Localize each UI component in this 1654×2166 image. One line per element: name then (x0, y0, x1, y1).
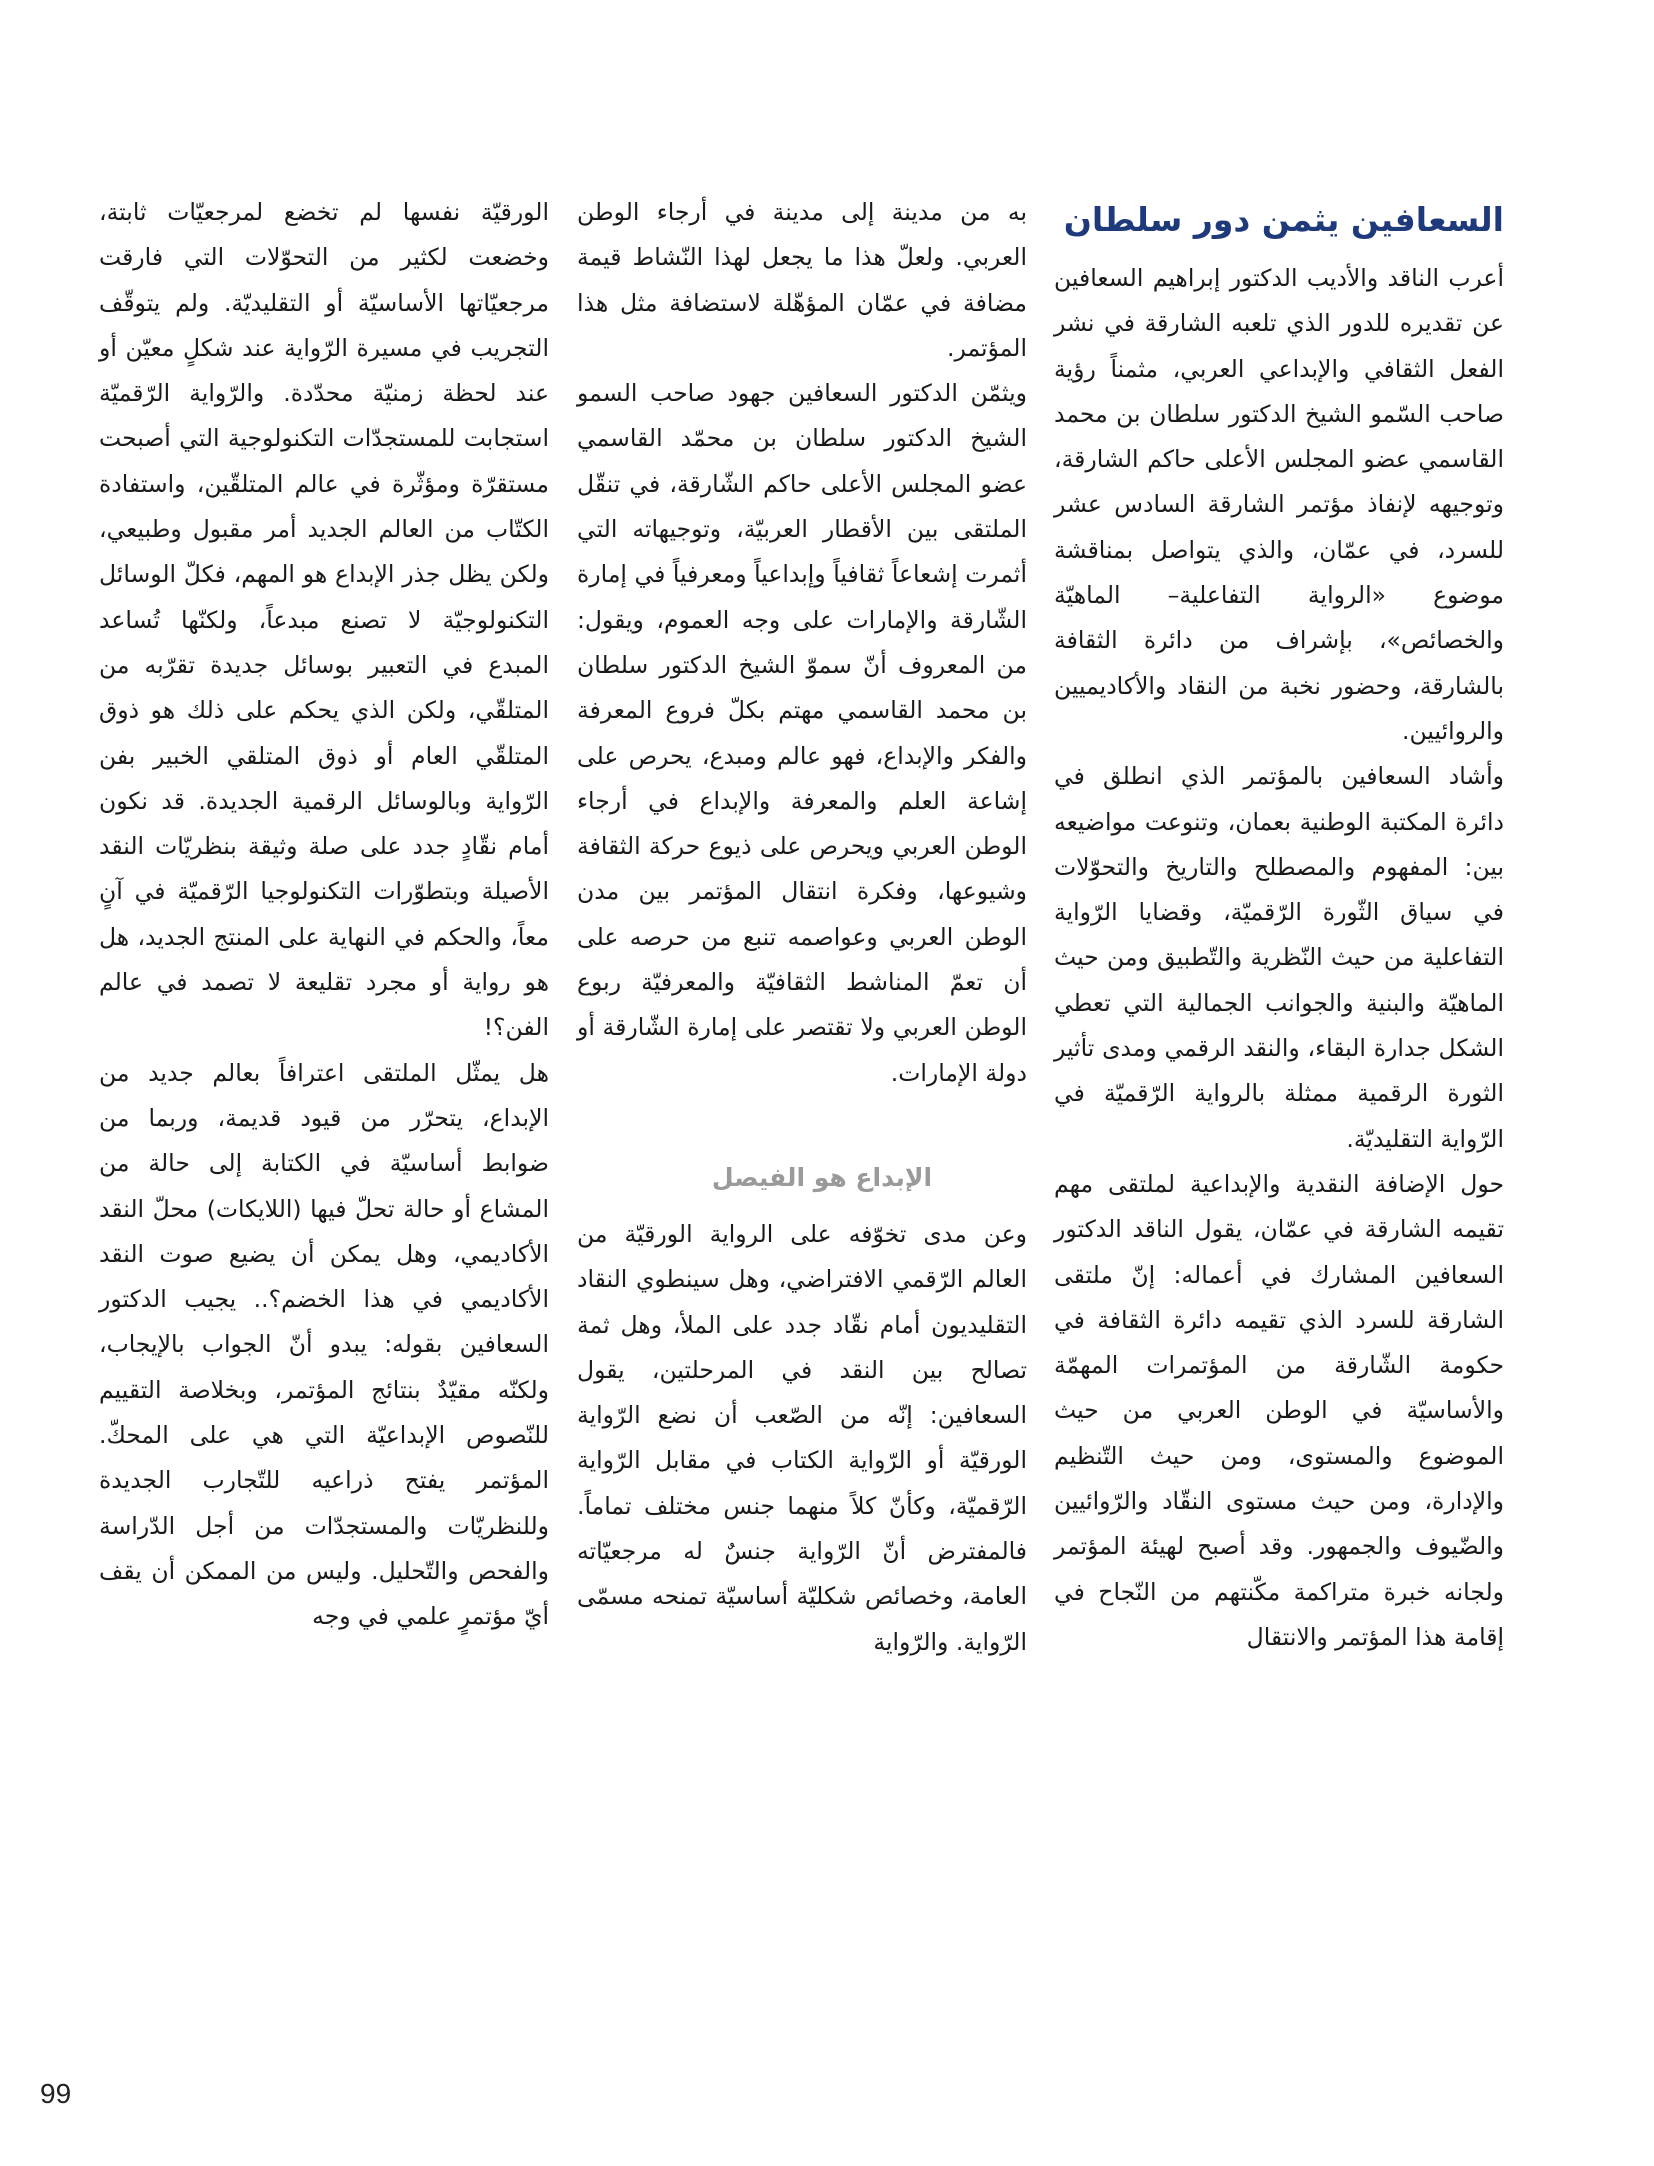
article-paragraph: ويثمّن الدكتور السعافين جهود صاحب السمو الشيخ الدكتور سلطان بن محمّد القاسمي عضو المجلس الأعلى حاكم الشّارقة، في تنقّل الملتقى بين الأقطار العربيّة، وتوجيهاته التي أثمرت إشعاعاً ثقافياً وإبداعياً ومعرفياً في إمارة الشّارقة والإمارات على وجه العموم، ويقول: من المعروف أنّ سموّ الشيخ الدكتور سلطان بن محمد القاسمي مهتم بكلّ فروع المعرفة والفكر والإبداع، فهو عالم ومبدع، يحرص على إشاعة العلم والمعرفة والإبداع في أرجاء الوطن العربي ويحرص على ذيوع حركة الثقافة وشيوعها، وفكرة انتقال المؤتمر بين مدن الوطن العربي وعواصمه تنبع من حرصه على أن تعمّ المناشط الثقافيّة والمعرفيّة ربوع الوطن العربي ولا تقتصر على إمارة الشّارقة أو دولة الإمارات. (577, 379, 1027, 1087)
article-paragraph: الورقيّة نفسها لم تخضع لمرجعيّات ثابتة، وخضعت لكثير من التحوّلات التي فارقت مرجعيّاتها الأساسيّة أو التقليديّة. ولم يتوقّف التجريب في مسيرة الرّواية عند شكلٍ معيّن أو عند لحظة زمنيّة محدّدة. والرّواية الرّقميّة استجابت للمستجدّات التكنولوجية التي أصبحت مستقرّة ومؤثّرة في عالم المتلقّين، واستفادة الكتّاب من العالم الجديد أمر مقبول وطبيعي، ولكن يظل جذر الإبداع هو المهم، فكلّ الوسائل التكنولوجيّة لا تصنع مبدعاً، ولكنّها تُساعد المبدع في التعبير بوسائل جديدة تقرّبه من المتلقّي، ولكن الذي يحكم على ذلك هو ذوق المتلقّي العام أو ذوق المتلقي الخبير بفن الرّواية وبالوسائل الرقمية الجديدة. قد نكون أمام نقّادٍ جدد على صلة وثيقة بنظريّات النقد الأصيلة وبتطوّرات التكنولوجيا الرّقميّة في آنٍ معاً، والحكم في النهاية على المنتج الجديد، هل هو رواية أو مجرد تقليعة لا تصمد في عالم الفن؟! (99, 198, 549, 1042)
article-column-right (1054, 198, 1504, 1660)
article-paragraph: وعن مدى تخوّفه على الرواية الورقيّة من العالم الرّقمي الافتراضي، وهل سينطوي النقاد التقليديون أمام نقّاد جدد على الملأ، وهل ثمة تصالح بين النقد في المرحلتين، يقول السعافين: إنّه من الصّعب أن نضع الرّواية الورقيّة أو الرّواية الكتاب في مقابل الرّواية الرّقميّة، وكأنّ كلاً منهما جنس مختلف تماماً. فالمفترض أنّ الرّواية جنسٌ له مرجعيّاته العامة، وخصائص شكليّة أساسيّة تمنحه مسمّى الرّواية. والرّواية (577, 1219, 1027, 1656)
article-paragraph: وأشاد السعافين بالمؤتمر الذي انطلق في دائرة المكتبة الوطنية بعمان، وتنوعت مواضيعه بين: المفهوم والمصطلح والتاريخ والتحوّلات في سياق الثّورة الرّقميّة، وقضايا الرّواية التفاعلية من حيث النّظرية والتّطبيق ومن حيث الماهيّة والبنية والجوانب الجمالية التي تعطي الشكل جدارة البقاء، والنقد الرقمي ومدى تأثير الثورة الرقمية ممثلة بالرواية الرّقميّة في الرّواية التقليديّة. (1054, 762, 1504, 1153)
article-paragraph: حول الإضافة النقدية والإبداعية لملتقى مهم تقيمه الشارقة في عمّان، يقول الناقد الدكتور السعافين المشارك في أعماله: إنّ ملتقى الشارقة للسرد الذي تقيمه دائرة الثقافة في حكومة الشّارقة من المؤتمرات المهمّة والأساسيّة في الوطن العربي من حيث الموضوع والمستوى، ومن حيث التّنظيم والإدارة، ومن حيث مستوى النقّاد والرّوائيين والضّيوف والجمهور. وقد أصبح لهيئة المؤتمر ولجانه خبرة متراكمة مكّنتهم من النّجاح في إقامة هذا المؤتمر والانتقال (1054, 1169, 1504, 1651)
section-subheading: الإبداع هو الفيصل (711, 1162, 933, 1192)
article-column-middle (577, 190, 1027, 1665)
article-title: السعافين يثمن دور سلطان (1063, 200, 1504, 239)
article-paragraph: هل يمثّل الملتقى اعترافاً بعالم جديد من الإبداع، يتحرّر من قيود قديمة، وربما من ضوابط أساسيّة في الكتابة إلى حالة من المشاع أو حالة تحلّ فيها (اللايكات) محلّ النقد الأكاديمي، وهل يمكن أن يضيع صوت النقد الأكاديمي في هذا الخضم؟.. يجيب الدكتور السعافين بقوله: يبدو أنّ الجواب بالإيجاب، ولكنّه مقيّدٌ بنتائج المؤتمر، وبخلاصة التقييم للنّصوص الإبداعيّة التي هي على المحكّ. المؤتمر يفتح ذراعيه للتّجارب الجديدة وللنظريّات والمستجدّات من أجل الدّراسة والفحص والتّحليل. وليس من الممكن أن يقف أيّ مؤتمرٍ علمي في وجه (99, 1058, 549, 1631)
page-number: 99 (40, 2078, 72, 2109)
article-column-left (99, 190, 549, 1640)
article-paragraph: به من مدينة إلى مدينة في أرجاء الوطن العربي. ولعلّ هذا ما يجعل لهذا النّشاط قيمة مضافة في عمّان المؤهّلة لاستضافة مثل هذا المؤتمر. (577, 198, 1027, 362)
article-paragraph: أعرب الناقد والأديب الدكتور إبراهيم السعافين عن تقديره للدور الذي تلعبه الشارقة في نشر الفعل الثقافي والإبداعي العربي، مثمناً رؤية صاحب السّمو الشيخ الدكتور سلطان بن محمد القاسمي عضو المجلس الأعلى حاكم الشارقة، وتوجيهه لإنفاذ مؤتمر الشارقة السادس عشر للسرد، في عمّان، والذي يتواصل بمناقشة موضوع «الرواية التفاعلية– الماهيّة والخصائص»، بإشراف من دائرة الثقافة بالشارقة، وحضور نخبة من النقاد والأكاديميين والروائيين. (1054, 264, 1504, 745)
